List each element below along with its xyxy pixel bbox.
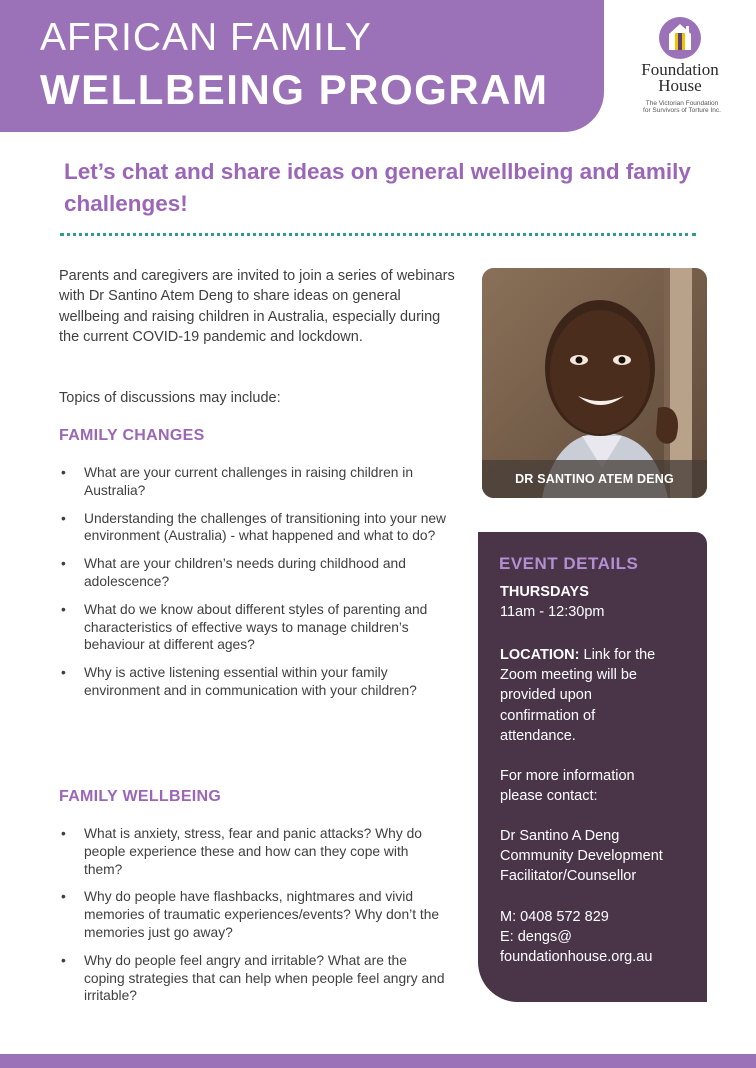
contact-email-line-1: E: dengs@ (500, 929, 572, 946)
contact-role-line-2: Facilitator/Counsellor (500, 868, 637, 885)
title-line-1: AFRICAN FAMILY (40, 16, 372, 59)
event-details-heading: EVENT DETAILS (499, 554, 639, 573)
title-line-2: WELLBEING PROGRAM (40, 66, 549, 113)
list-item: • What is anxiety, stress, fear and panic attacks? Why do people experience these and how can they cope with them? (59, 825, 449, 878)
event-time: 11am - 12:30pm (500, 604, 605, 621)
footer-band (0, 1054, 756, 1068)
event-contact-details (500, 907, 705, 968)
list-item: • Why is active listening essential within your family environment and in communication with your children? (59, 664, 449, 700)
list-item: • Why do people feel angry and irritable? What are the coping strategies that can help when people feel angry and irritable? (59, 952, 449, 1005)
intro-paragraph: Parents and caregivers are invited to join a series of webinars with Dr Santino Atem Deng to share ideas on general wellbeing and raising children in Australia, especially during the current COVID-19 pandemic and lockdown. (59, 268, 455, 346)
event-schedule (500, 582, 705, 622)
list-item: • What do we know about different styles of parenting and characteristics of effective ways to manage children’s behaviour at different ages? (59, 601, 449, 654)
event-details-panel (478, 532, 707, 1002)
family-changes-heading: FAMILY CHANGES (59, 427, 205, 444)
tagline: Let’s chat and share ideas on general wellbeing and family challenges! (64, 159, 691, 216)
family-wellbeing-list (59, 825, 449, 1015)
list-item: • What are your children’s needs during childhood and adolescence? (59, 555, 449, 591)
contact-email-line-2: foundationhouse.org.au (500, 949, 653, 966)
event-location (500, 645, 672, 746)
contact-name: Dr Santino A Deng (500, 828, 620, 844)
event-day: THURSDAYS (500, 584, 589, 600)
logo-name: Foundation House (641, 60, 719, 95)
logo-subtitle: The Victorian Foundation for Survivors of Torture Inc. (643, 100, 721, 114)
contact-phone: M: 0408 572 829 (500, 909, 609, 925)
list-item: • Understanding the challenges of transitioning into your new environment (Australia) - what happened and what to do? (59, 510, 449, 546)
photo-caption: DR SANTINO ATEM DENG (482, 460, 707, 498)
dotted-divider (60, 233, 696, 236)
house-logo-icon (658, 16, 702, 60)
family-wellbeing-heading: FAMILY WELLBEING (59, 788, 222, 805)
family-changes-list (59, 464, 449, 710)
foundation-house-logo (628, 14, 738, 120)
speaker-photo (482, 268, 707, 498)
location-text: Link for the Zoom meeting will be provided upon confirmation of attendance. (500, 647, 656, 744)
list-item: • Why do people have flashbacks, nightmares and vivid memories of traumatic experiences/events? Why don’t the memories just go away? (59, 888, 449, 941)
list-item: • What are your current challenges in raising children in Australia? (59, 464, 449, 500)
event-contact (500, 826, 705, 887)
contact-role-line-1: Community Development (500, 848, 663, 865)
header-band (0, 0, 604, 132)
topics-intro: Topics of discussions may include: (59, 390, 281, 406)
location-label: LOCATION: (500, 647, 580, 663)
event-info: For more information please contact: (500, 768, 635, 805)
